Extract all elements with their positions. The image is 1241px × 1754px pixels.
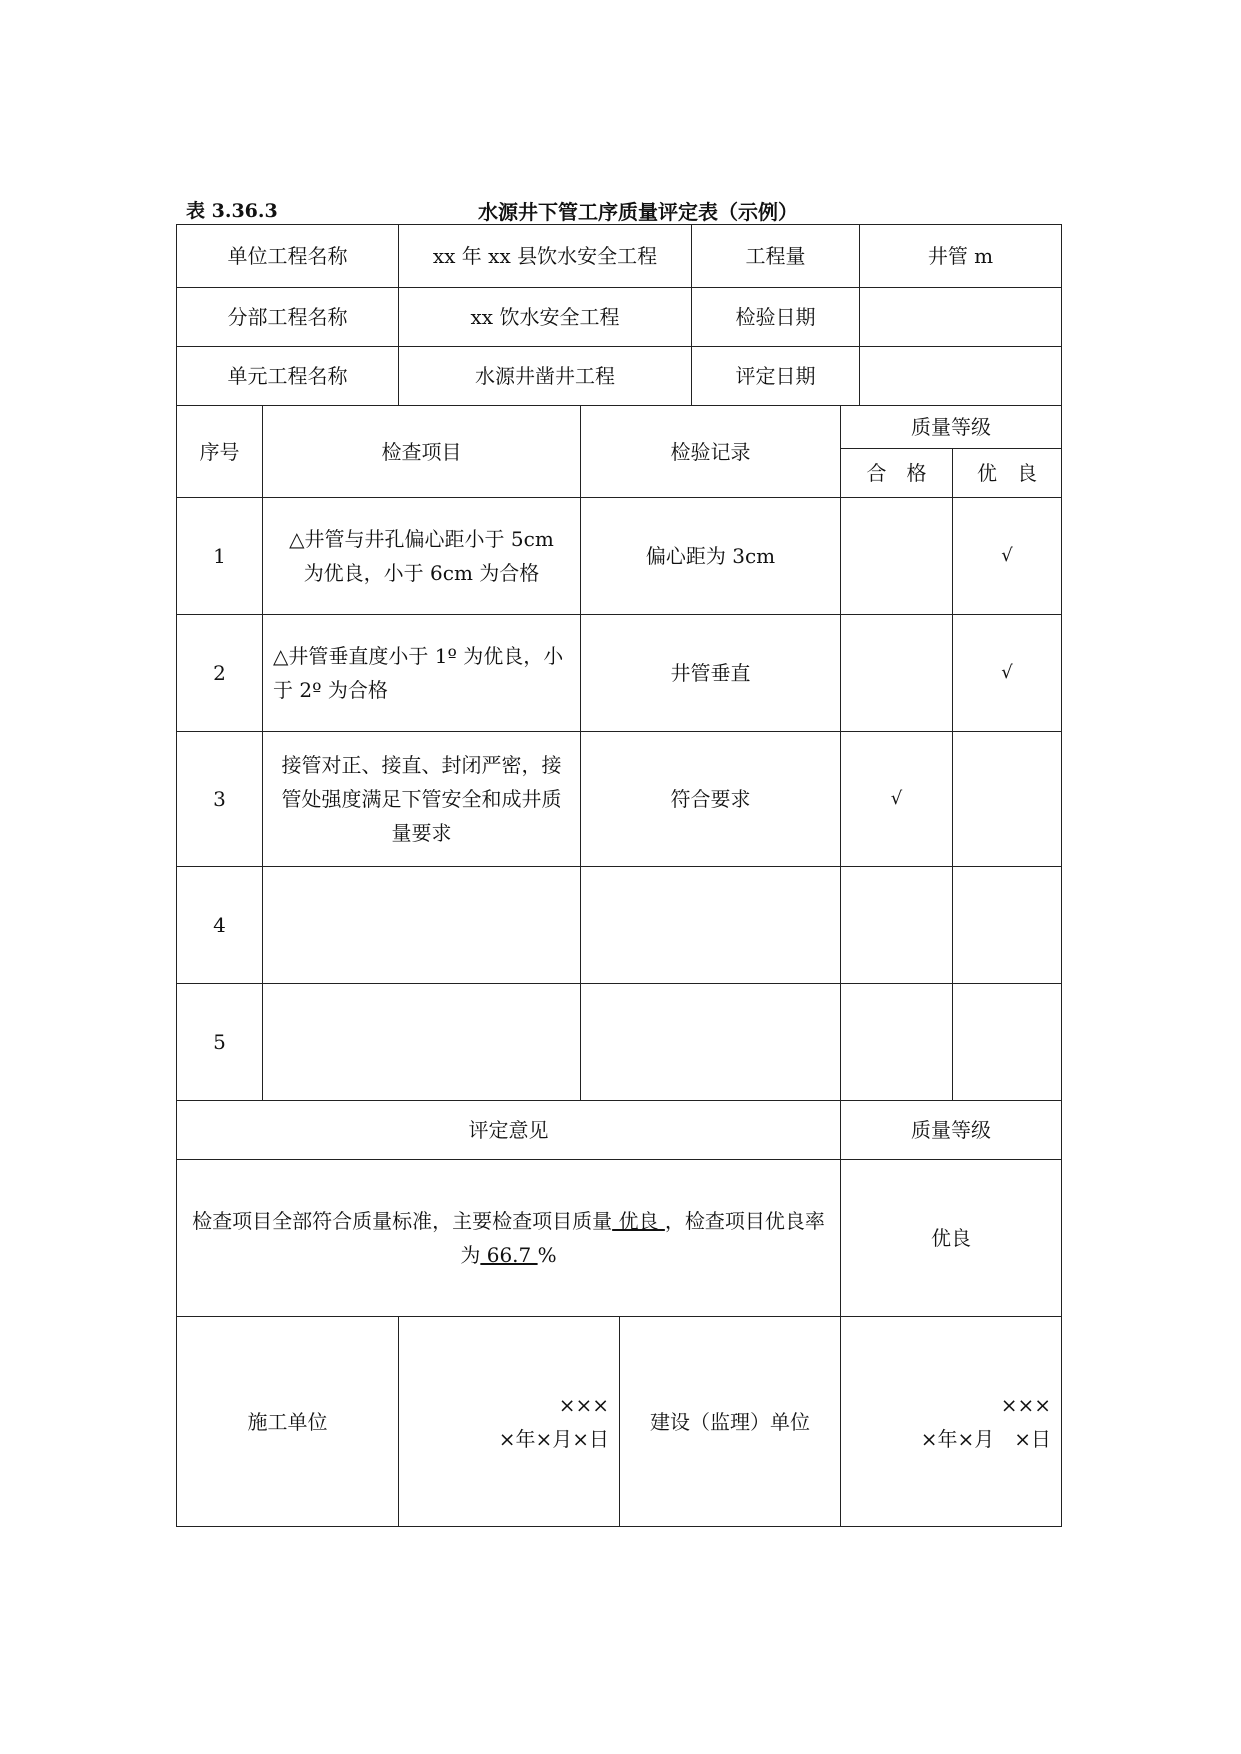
- row-record: [581, 867, 841, 984]
- table-row: [177, 732, 1062, 867]
- row-item: △井管垂直度小于 1º 为优良，小于 2º 为合格: [263, 615, 581, 732]
- record-header: 检验记录: [581, 406, 841, 498]
- row-item: △井管与井孔偏心距小于 5cm 为优良，小于 6cm 为合格: [263, 498, 581, 615]
- construction-name: ×××: [558, 1392, 609, 1417]
- inspection-table: [176, 405, 1062, 1101]
- row-pass: [841, 867, 953, 984]
- row-item: [263, 867, 581, 984]
- table-title: 水源井下管工序质量评定表（示例）: [478, 200, 798, 224]
- item-header: 检查项目: [263, 406, 581, 498]
- row-number: 4: [177, 867, 263, 984]
- row-excellent: √: [953, 615, 1062, 732]
- construction-signature: [399, 1317, 620, 1527]
- inspect-date-value: [860, 288, 1062, 347]
- construction-label: 施工单位: [177, 1317, 399, 1527]
- supervisor-label: 建设（监理）单位: [620, 1317, 841, 1527]
- supervisor-signature: [841, 1317, 1062, 1527]
- quantity-label: 工程量: [692, 225, 860, 288]
- element-value: 水源井凿井工程: [399, 347, 692, 406]
- assess-date-label: 评定日期: [692, 347, 860, 406]
- row-excellent: [953, 984, 1062, 1101]
- row-item: [263, 984, 581, 1101]
- assess-date-value: [860, 347, 1062, 406]
- inspect-date-label: 检验日期: [692, 288, 860, 347]
- quantity-value: 井管 m: [860, 225, 1062, 288]
- grade-value: 优良: [841, 1160, 1062, 1317]
- opinion-rate: 66.7: [480, 1243, 538, 1267]
- construction-date: ×年×月×日: [498, 1426, 609, 1451]
- grade-label: 质量等级: [841, 1101, 1062, 1160]
- supervisor-date: ×年×月 ×日: [920, 1426, 1051, 1451]
- opinion-grade: 优良: [612, 1209, 665, 1233]
- opinion-part3: %: [537, 1243, 557, 1267]
- row-record: 偏心距为 3cm: [581, 498, 841, 615]
- row-record: 符合要求: [581, 732, 841, 867]
- division-value: xx 饮水安全工程: [399, 288, 692, 347]
- division-label: 分部工程名称: [177, 288, 399, 347]
- opinion-part1: 检查项目全部符合质量标准，主要检查项目质量: [192, 1209, 613, 1233]
- seq-header: 序号: [177, 406, 263, 498]
- supervisor-name: ×××: [1000, 1392, 1051, 1417]
- row-pass: [841, 615, 953, 732]
- row-number: 1: [177, 498, 263, 615]
- row-excellent: √: [953, 498, 1062, 615]
- row-pass: [841, 498, 953, 615]
- table-row: [177, 867, 1062, 984]
- row-item: 接管对正、接直、封闭严密，接管处强度满足下管安全和成井质量要求: [263, 732, 581, 867]
- unit-project-label: 单位工程名称: [177, 225, 399, 288]
- row-number: 2: [177, 615, 263, 732]
- row-pass: √: [841, 732, 953, 867]
- row-number: 5: [177, 984, 263, 1101]
- signature-table: [176, 1316, 1062, 1527]
- pass-header: 合 格: [841, 449, 953, 498]
- row-excellent: [953, 732, 1062, 867]
- row-number: 3: [177, 732, 263, 867]
- opinion-text: [177, 1160, 841, 1317]
- opinion-part2: ，检查项目优良率为: [460, 1209, 825, 1267]
- title-row: [186, 196, 1066, 224]
- info-table: [176, 224, 1062, 406]
- unit-project-value: xx 年 xx 县饮水安全工程: [399, 225, 692, 288]
- table-row: [177, 498, 1062, 615]
- excellent-header: 优 良: [953, 449, 1062, 498]
- row-pass: [841, 984, 953, 1101]
- row-record: 井管垂直: [581, 615, 841, 732]
- assessment-table: [176, 1100, 1062, 1317]
- table-row: [177, 984, 1062, 1101]
- row-excellent: [953, 867, 1062, 984]
- opinion-label: 评定意见: [177, 1101, 841, 1160]
- table-row: [177, 615, 1062, 732]
- grade-header: 质量等级: [841, 406, 1062, 449]
- element-label: 单元工程名称: [177, 347, 399, 406]
- row-record: [581, 984, 841, 1101]
- table-number: 表 3.36.3: [186, 200, 278, 222]
